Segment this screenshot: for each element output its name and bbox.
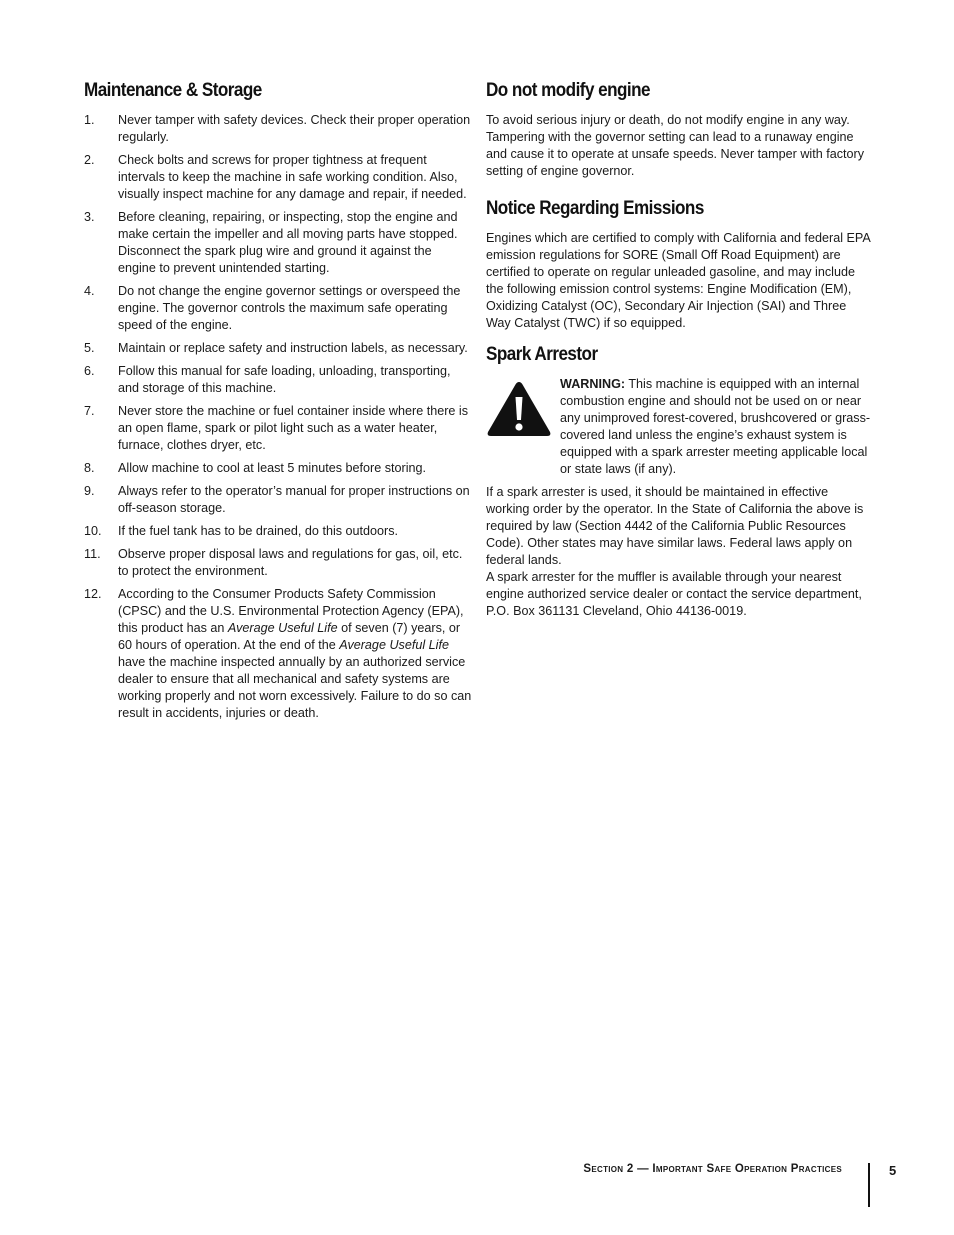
list-item (84, 586, 472, 722)
list-number: 12. (84, 587, 102, 601)
list-text: Follow this manual for safe loading, unloading, transporting, and storage of this machine. (118, 364, 451, 395)
item12-emphasis-1: Average Useful Life (227, 621, 338, 635)
list-text: Check bolts and screws for proper tightness at frequent intervals to keep the machine in safe working condition. Also, visually inspect machine for any damage and repair, if needed. (118, 153, 467, 201)
modify-engine-text: To avoid serious injury or death, do not modify engine in any way. Tampering with the governor setting can lead to a runaway engine and cause it to operate at unsafe speeds. Never tamper with factory setting of engine governor. (486, 113, 865, 178)
page-number: 5 (889, 1163, 897, 1178)
item12-emphasis-2: Average Useful Life (339, 638, 449, 652)
list-item (84, 112, 472, 146)
warning-text-block (560, 376, 874, 478)
list-number: 3. (84, 210, 95, 224)
spark-arrester-paragraph-1: If a spark arrester is used, it should be maintained in effective working order by the operator. In the State of California the above is required by law (Section 4442 of the California Public Resources Code). Other states may have similar laws. Federal laws apply on federal lands. (486, 485, 864, 567)
list-text: Allow machine to cool at least 5 minutes before storing. (118, 461, 427, 475)
spark-arrester-paragraph-2: A spark arrester for the muffler is available through your nearest engine authorized service dealer or contact the service department, P.O. Box 361131 Cleveland, Ohio 44136-0019. (486, 570, 862, 618)
warning-label: WARNING: (560, 377, 626, 391)
list-item (84, 363, 472, 397)
list-item (84, 209, 472, 277)
list-text: Never store the machine or fuel container inside where there is an open flame, spark or pilot light such as a water heater, furnace, clothes dryer, etc. (118, 404, 469, 452)
footer-divider (868, 1163, 870, 1207)
warning-triangle-icon (486, 380, 552, 438)
emissions-heading: Notice Regarding Emissions (486, 198, 704, 219)
list-item (84, 546, 472, 580)
list-number: 7. (84, 404, 95, 418)
list-number: 8. (84, 461, 95, 475)
list-item (84, 152, 472, 203)
modify-engine-heading: Do not modify engine (486, 80, 650, 101)
list-number: 4. (84, 284, 95, 298)
item12-text-1: According to the Consumer Products Safety Commission (CPSC) and the U.S. Environmental Protection Agency (EPA), this product has an (118, 587, 464, 635)
maintenance-list (84, 112, 472, 580)
list-number: 10. (84, 524, 102, 538)
emissions-text: Engines which are certified to comply with California and federal EPA emission regulations for SORE (Small Off Road Equipment) are certified to operate on regular unleaded gasoline, and may include the following emission control systems: Engine Modification (EM), Oxidizing Catalyst (OC), Secondary Air Injection (SAI) and Three Way Catalyst (TWC) if so equipped. (486, 231, 871, 330)
item12-text-2: of seven (7) years, or 60 hours of operation. At the end of the (118, 621, 461, 652)
maintenance-heading: Maintenance & Storage (84, 80, 262, 101)
list-text: Never tamper with safety devices. Check their proper operation regularly. (118, 113, 471, 144)
list-item (84, 403, 472, 454)
list-text: Maintain or replace safety and instruction labels, as necessary. (118, 341, 468, 355)
list-number: 9. (84, 484, 95, 498)
list-text: Do not change the engine governor settings or overspeed the engine. The governor controls the maximum safe operating speed of the engine. (118, 284, 461, 332)
list-item (84, 460, 472, 477)
list-item (84, 340, 472, 357)
list-number: 11. (84, 547, 101, 561)
item12-text-3: have the machine inspected annually by an authorized service dealer to ensure that all mechanical and safety systems are working properly and not worn excessively. Failure to do so can result in accidents, injuries or death. (118, 655, 472, 720)
footer-section-title: Section 2 — Important Safe Operation Practices (583, 1163, 842, 1175)
maintenance-list-continued (84, 586, 472, 722)
list-number: 6. (84, 364, 95, 378)
list-number: 1. (84, 113, 95, 127)
list-number: 2. (84, 153, 95, 167)
list-item (84, 523, 472, 540)
warning-text: This machine is equipped with an internal combustion engine and should not be used on or near any unimproved forest-covered, brushcovered or grass-covered land unless the engine’s exhaust system is equipped with a spark arrester meeting applicable local or state laws (if any). (560, 377, 871, 476)
list-text: If the fuel tank has to be drained, do this outdoors. (118, 524, 399, 538)
list-text: Observe proper disposal laws and regulations for gas, oil, etc. to protect the environment. (118, 547, 463, 578)
left-column (84, 80, 472, 728)
list-text (118, 586, 472, 722)
list-item (84, 283, 472, 334)
list-text: Always refer to the operator’s manual for proper instructions on off-season storage. (118, 484, 470, 515)
list-item (84, 483, 472, 517)
list-text: Before cleaning, repairing, or inspecting, stop the engine and make certain the impeller and all moving parts have stopped. Disconnect the spark plug wire and ground it against the engine to prevent unintended starting. (118, 210, 458, 275)
spark-arrestor-heading: Spark Arrestor (486, 344, 598, 365)
right-column (486, 80, 874, 620)
list-number: 5. (84, 341, 95, 355)
warning-box (486, 376, 874, 478)
